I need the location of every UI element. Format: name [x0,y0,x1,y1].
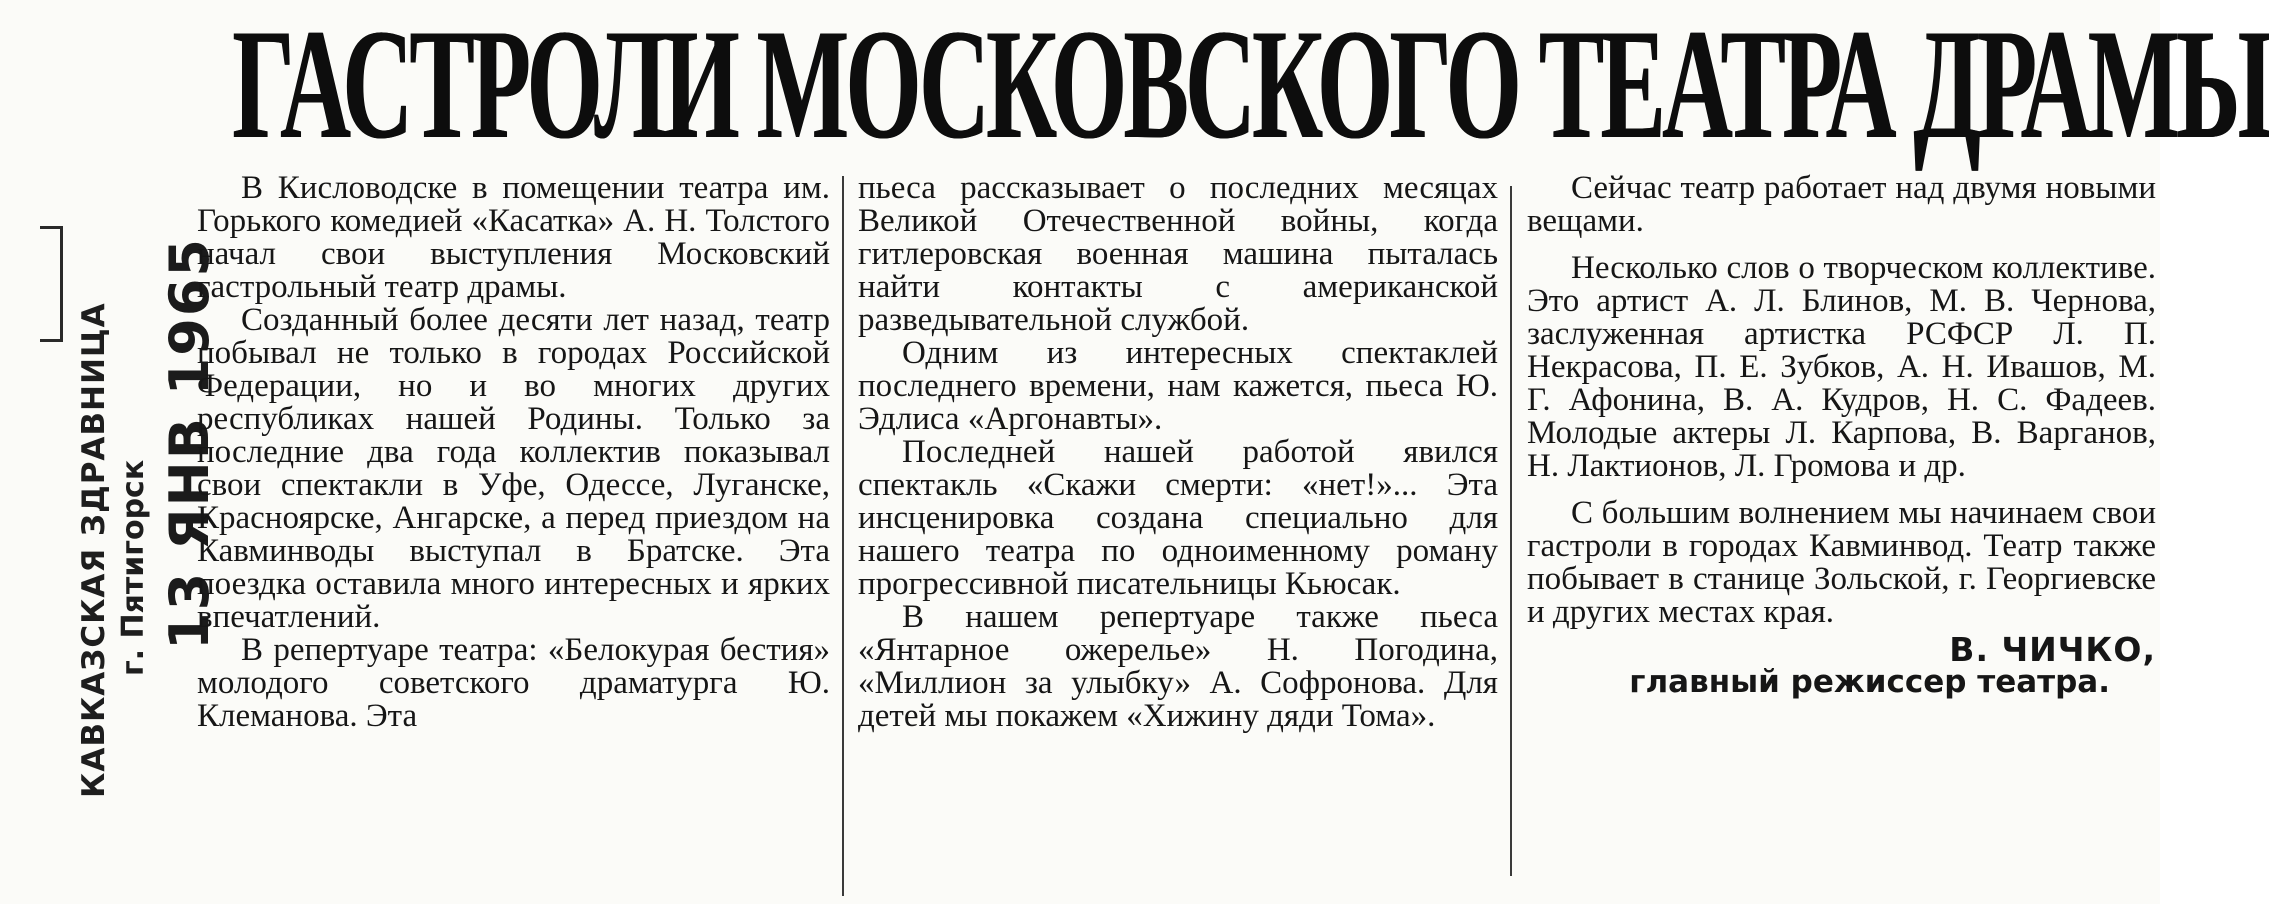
article-column-3 [1527,172,2156,699]
article-headline: ГАСТРОЛИ МОСКОВСКОГО ТЕАТРА ДРАМЫ [232,0,2269,172]
stamp-bracket [40,226,63,342]
paragraph: Одним из интересных спектаклей последнего времени, нам кажется, пьеса Ю. Эдлиса «Аргонавты». [858,335,1498,437]
paragraph: Несколько слов о творческом коллективе. Это артист А. Л. Блинов, М. В. Чернова, заслуженная артистка РСФСР Л. П. Некрасова, П. Е. Зубков, А. Н. Ивашов, М. Г. Афонина, В. А. Кудров, Н. С. Фадеев. Молодые актеры Л. Карпова, В. Варганов, Н. Лактионов, Л. Громова и др. [1527,250,2156,484]
column-divider [842,176,844,896]
paragraph: Последней нашей работой явился спектакль «Скажи смерти: «нет!»... Эта инсценировка создана специально для нашего театра по одноименному роману прогрессивной писательницы Кьюсак. [858,434,1498,602]
stamp-date: 13 ЯНВ 1965 [158,237,221,650]
paragraph: пьеса рассказывает о последних месяцах Великой Отечественной войны, когда гитлеровская военная машина пыталась найти контакты с американской разведывательной службой. [858,170,1498,338]
paragraph: В Кисловодске в помещении театра им. Горького комедией «Касатка» А. Н. Толстого начал свои выступления Московский гастрольный театр драмы. [197,170,830,305]
stamp-city: г. Пятигорск [116,459,151,676]
paragraph: Созданный более десяти лет назад, театр побывал не только в городах Российской Федерации, но и во многих других республиках нашей Родины. Только за последние два года коллектив показывал свои спектакли в Уфе, Одессе, Луганске, Красноярске, Ангарске, а перед приездом на Кавминводы выступал в Братске. Эта поездка оставила много интересных и ярких впечатлений. [197,302,830,635]
author-role: главный режиссер театра. [1629,664,2110,700]
paragraph: В нашем репертуаре также пьеса «Янтарное ожерелье» Н. Погодина, «Миллион за улыбку» А. Софронова. Для детей мы покажем «Хижину дяди Тома». [858,599,1498,734]
author-signature: В. ЧИЧКО, [1949,630,2156,669]
paragraph: В репертуаре театра: «Белокурая бестия» молодого советского драматурга Ю. Клеманова. Эта [197,632,830,734]
archive-stamp [74,302,154,798]
paragraph: Сейчас театр работает над двумя новыми вещами. [1527,170,2156,239]
article-column-1 [197,172,830,733]
article-column-2 [858,172,1498,733]
column-divider [1510,186,1512,876]
paragraph: С большим волнением мы начинаем свои гастроли в городах Кавминвод. Театр также побывает в станице Зольской, г. Георгиевске и других местах края. [1527,495,2156,630]
stamp-newspaper-name: КАВКАЗСКАЯ ЗДРАВНИЦА [76,302,112,798]
